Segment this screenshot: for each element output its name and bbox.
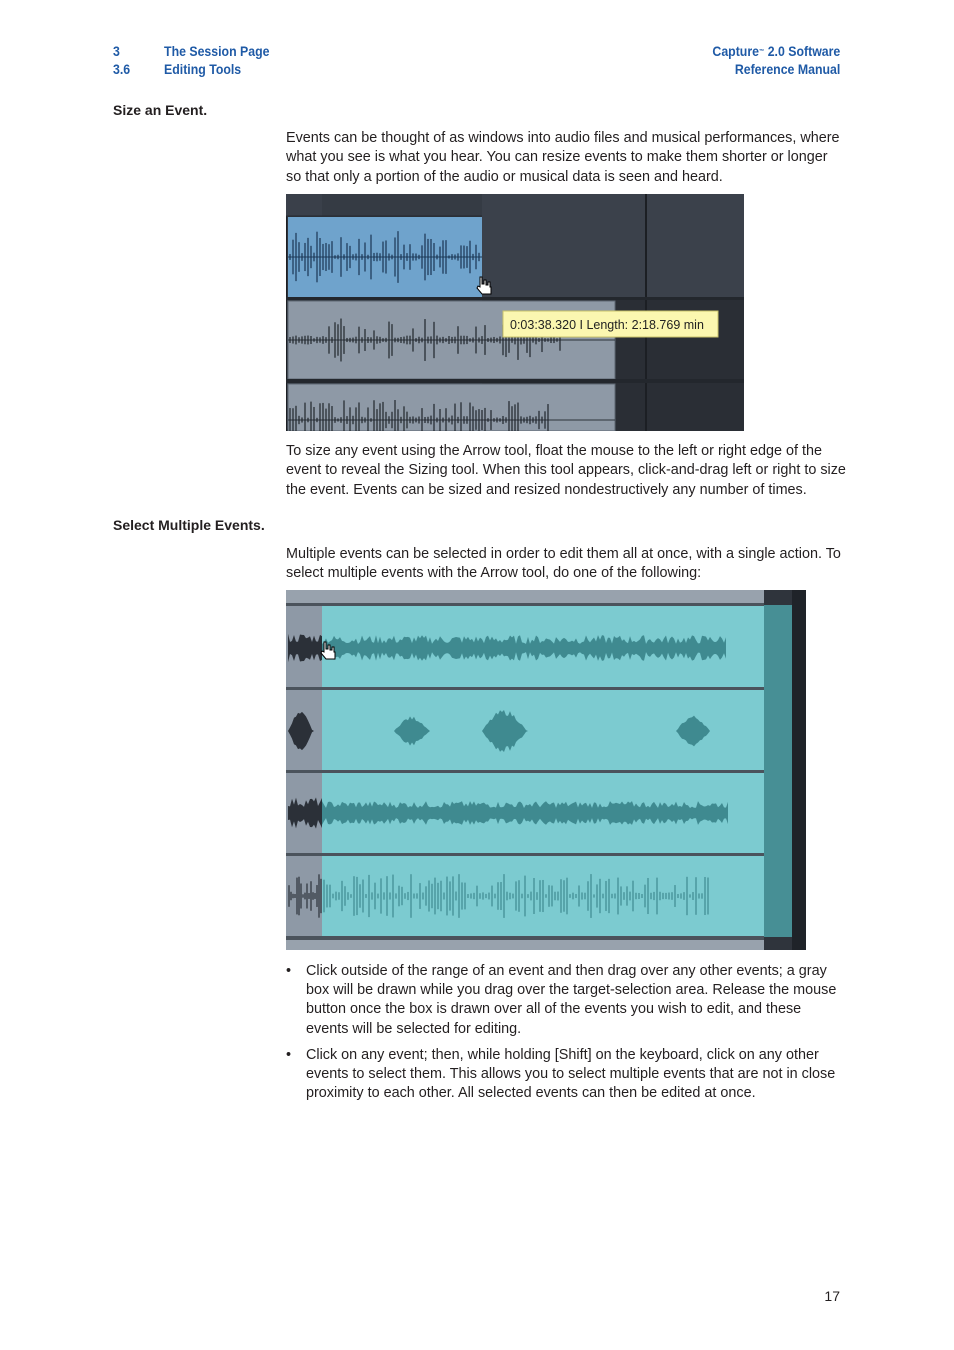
event-third[interactable] (288, 384, 615, 431)
product-line (712, 42, 840, 60)
selection-method-list (286, 962, 846, 1103)
length-tooltip (503, 311, 718, 337)
chapter-title: The Session Page (164, 43, 270, 59)
select-multiple-intro: Multiple events can be selected in order to edit them all at once, with a single action. To select multiple events with the Arrow tool, do one of the following: (286, 546, 841, 582)
bullet-glyph: • (286, 1046, 292, 1063)
trademark-mark: ™ (758, 49, 764, 55)
section-line (113, 60, 269, 78)
list-item (286, 1046, 846, 1104)
chapter-number: 3 (113, 43, 120, 59)
size-event-body: To size any event using the Arrow tool, float the mouse to the left or right edge of the event to reveal the Sizing tool. When this tool appears, click-and-drag left or right to size the event. Events can be sized and resized nondestructively any number of times. (286, 443, 846, 498)
product-version: 2.0 Software (763, 43, 840, 59)
page-number: 17 (824, 1288, 840, 1304)
list-item (286, 962, 846, 1039)
size-event-screenshot (286, 194, 744, 431)
chapter-line (113, 42, 269, 60)
section-number: 3.6 (113, 61, 131, 77)
bullet-glyph: • (286, 963, 292, 979)
select-multiple-screenshot (286, 590, 806, 950)
tooltip-text: 0:03:38.320 I Length: 2:18.769 min (510, 318, 704, 332)
bullet-text: Click outside of the range of an event and then drag over any other events; a gray box will be drawn while you drag over the target-selection area. Release the mouse button once the box is drawn over all of the events you wish to edit, and these events will be selected for editing. (306, 963, 837, 1037)
product-name: Capture (712, 43, 759, 59)
event-selected[interactable] (288, 217, 482, 297)
select-multiple-heading: Select Multiple Events. (113, 517, 265, 533)
section-title: Editing Tools (164, 61, 242, 77)
manual-title: Reference Manual (734, 61, 840, 77)
bullet-text: Click on any event; then, while holding [Shift] on the keyboard, click on any other events to select them. This allows you to select multiple events that are not in close proximity to each other. All selected events can then be edited at once. (306, 1046, 836, 1102)
size-event-heading: Size an Event. (113, 102, 208, 118)
running-header-right (712, 42, 840, 78)
size-event-intro: Events can be thought of as windows into audio files and musical performances, where what you see is what you hear. You can resize events to make them shorter or longer so that only a portion of the audio or musical data is seen and heard. (286, 130, 840, 185)
running-header-left (113, 42, 269, 78)
